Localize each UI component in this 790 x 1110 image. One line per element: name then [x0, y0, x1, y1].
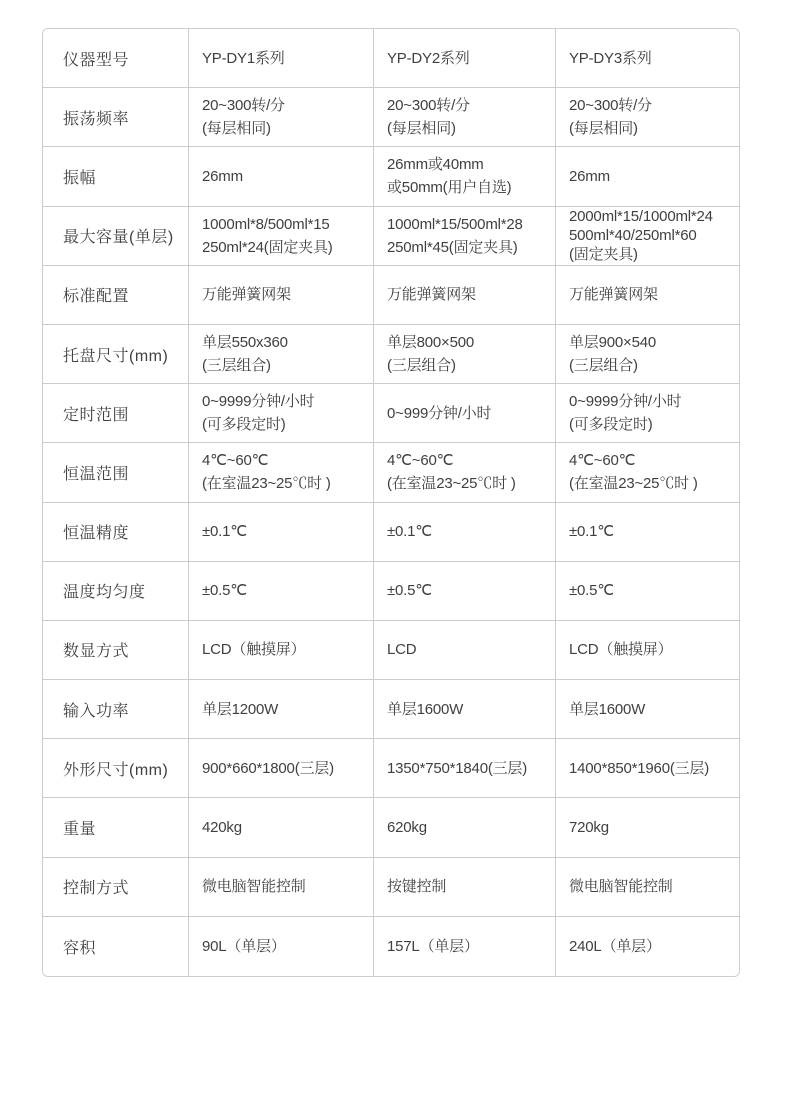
spec-label-cell: 振荡频率 — [43, 88, 189, 147]
spec-value-cell — [556, 384, 739, 443]
spec-value-line: 90L（单层） — [202, 937, 286, 955]
spec-row — [43, 443, 739, 502]
model-name-cell — [556, 29, 739, 88]
spec-value-cell — [556, 88, 739, 147]
spec-value-line: 单层800×500 — [387, 334, 475, 352]
spec-value-line: YP-DY1系列 — [202, 49, 285, 67]
spec-value-line: 单层550x360 — [202, 334, 288, 352]
spec-value-line: 26mm — [569, 167, 610, 185]
spec-value-cell — [189, 147, 374, 206]
spec-label-cell: 容积 — [43, 917, 189, 976]
spec-value-line: 1400*850*1960(三层) — [569, 759, 710, 777]
spec-value-cell — [556, 266, 739, 325]
spec-value-cell — [556, 562, 739, 621]
spec-value-line: ±0.1℃ — [202, 523, 247, 541]
spec-value-line: (在室温23~25℃时 ) — [202, 475, 331, 493]
spec-value-cell — [189, 266, 374, 325]
spec-value-line: 万能弹簧网架 — [569, 286, 658, 304]
spec-value-cell — [374, 562, 556, 621]
spec-value-line: 20~300转/分 — [202, 97, 285, 115]
spec-value-cell — [556, 147, 739, 206]
spec-value-cell — [189, 384, 374, 443]
spec-value-cell — [556, 917, 739, 976]
spec-label-cell: 振幅 — [43, 147, 189, 206]
spec-value-line: ±0.5℃ — [202, 582, 247, 600]
spec-row — [43, 325, 739, 384]
spec-header-row — [43, 29, 739, 88]
spec-value-line: 620kg — [387, 819, 427, 837]
spec-value-line: 1000ml*15/500ml*28 — [387, 215, 523, 233]
spec-value-line: 万能弹簧网架 — [387, 286, 476, 304]
spec-row — [43, 917, 739, 976]
spec-label-cell: 定时范围 — [43, 384, 189, 443]
spec-value-cell — [556, 207, 739, 266]
spec-value-line: 900*660*1800(三层) — [202, 759, 334, 777]
spec-value-line: (可多段定时) — [569, 416, 653, 434]
spec-label-cell: 温度均匀度 — [43, 562, 189, 621]
spec-value-cell — [374, 798, 556, 857]
spec-value-cell — [189, 858, 374, 917]
spec-row — [43, 503, 739, 562]
spec-value-line: 1350*750*1840(三层) — [387, 759, 528, 777]
spec-value-cell — [374, 739, 556, 798]
spec-value-line: 500ml*40/250ml*60 — [569, 227, 697, 245]
spec-row — [43, 739, 739, 798]
spec-value-line: (固定夹具) — [569, 246, 638, 264]
spec-value-cell — [374, 147, 556, 206]
spec-label-cell: 恒温精度 — [43, 503, 189, 562]
spec-value-line: 4℃~60℃ — [202, 452, 269, 470]
spec-value-line: LCD — [387, 641, 417, 659]
spec-value-line: (每层相同) — [569, 120, 638, 138]
spec-value-line: 250ml*24(固定夹具) — [202, 238, 333, 256]
spec-row — [43, 680, 739, 739]
spec-row — [43, 147, 739, 206]
spec-value-line: ±0.1℃ — [569, 523, 614, 541]
spec-value-line: 0~9999分钟/小时 — [202, 393, 315, 411]
spec-label-cell: 控制方式 — [43, 858, 189, 917]
spec-value-line: LCD（触摸屏） — [202, 641, 306, 659]
spec-value-cell — [556, 503, 739, 562]
spec-row — [43, 858, 739, 917]
spec-value-cell — [374, 325, 556, 384]
spec-value-cell — [556, 443, 739, 502]
spec-label-cell: 标准配置 — [43, 266, 189, 325]
spec-value-line: ±0.5℃ — [569, 582, 614, 600]
spec-value-line: ±0.1℃ — [387, 523, 432, 541]
spec-value-cell — [374, 443, 556, 502]
spec-value-line: (在室温23~25℃时 ) — [569, 475, 698, 493]
spec-value-cell — [556, 798, 739, 857]
spec-label-cell: 恒温范围 — [43, 443, 189, 502]
spec-value-line: (三层组合) — [202, 357, 271, 375]
spec-value-line: 单层1600W — [387, 700, 464, 718]
spec-label-cell: 输入功率 — [43, 680, 189, 739]
spec-value-cell — [556, 325, 739, 384]
spec-value-line: 420kg — [202, 819, 242, 837]
spec-label-cell: 重量 — [43, 798, 189, 857]
spec-value-line: 微电脑智能控制 — [569, 878, 673, 896]
spec-table — [42, 28, 740, 977]
spec-row — [43, 266, 739, 325]
spec-row — [43, 207, 739, 266]
spec-value-line: 240L（单层） — [569, 937, 661, 955]
spec-value-cell — [374, 858, 556, 917]
spec-value-cell — [374, 88, 556, 147]
spec-value-line: (每层相同) — [387, 120, 456, 138]
spec-value-line: LCD（触摸屏） — [569, 641, 673, 659]
spec-value-cell — [556, 621, 739, 680]
model-name-cell — [374, 29, 556, 88]
spec-value-line: 2000ml*15/1000ml*24 — [569, 208, 713, 226]
spec-value-cell — [374, 680, 556, 739]
spec-value-line: (每层相同) — [202, 120, 271, 138]
spec-value-cell — [556, 680, 739, 739]
spec-value-cell — [189, 562, 374, 621]
spec-value-cell — [374, 917, 556, 976]
spec-value-line: 或50mm(用户自选) — [387, 179, 512, 197]
spec-value-cell — [189, 621, 374, 680]
spec-value-line: 单层900×540 — [569, 334, 657, 352]
spec-row — [43, 621, 739, 680]
spec-value-cell — [189, 207, 374, 266]
spec-value-line: 26mm — [202, 167, 243, 185]
spec-label-cell: 最大容量(单层) — [43, 207, 189, 266]
spec-value-cell — [374, 266, 556, 325]
spec-value-cell — [189, 325, 374, 384]
spec-value-cell — [189, 443, 374, 502]
spec-label-cell: 数显方式 — [43, 621, 189, 680]
spec-row — [43, 384, 739, 443]
spec-value-line: (三层组合) — [569, 357, 638, 375]
spec-value-line: 1000ml*8/500ml*15 — [202, 215, 330, 233]
spec-value-cell — [374, 384, 556, 443]
spec-value-line: YP-DY2系列 — [387, 49, 470, 67]
spec-value-line: (可多段定时) — [202, 416, 286, 434]
spec-value-cell — [189, 680, 374, 739]
spec-value-line: 157L（单层） — [387, 937, 479, 955]
spec-label-cell: 托盘尺寸(mm) — [43, 325, 189, 384]
spec-value-line: 0~999分钟/小时 — [387, 404, 492, 422]
spec-value-line: 万能弹簧网架 — [202, 286, 291, 304]
spec-value-line: 按键控制 — [387, 878, 447, 896]
spec-value-cell — [374, 207, 556, 266]
spec-value-line: 20~300转/分 — [387, 97, 470, 115]
spec-label-cell: 外形尺寸(mm) — [43, 739, 189, 798]
spec-value-cell — [189, 917, 374, 976]
spec-row — [43, 798, 739, 857]
spec-value-cell — [556, 739, 739, 798]
spec-value-line: 单层1200W — [202, 700, 279, 718]
spec-value-line: (在室温23~25℃时 ) — [387, 475, 516, 493]
model-name-cell — [189, 29, 374, 88]
spec-value-line: 单层1600W — [569, 700, 646, 718]
spec-value-line: 720kg — [569, 819, 609, 837]
spec-value-line: 4℃~60℃ — [387, 452, 454, 470]
spec-value-cell — [374, 503, 556, 562]
spec-value-cell — [556, 858, 739, 917]
spec-row — [43, 88, 739, 147]
spec-label-cell: 仪器型号 — [43, 29, 189, 88]
spec-value-cell — [374, 621, 556, 680]
spec-value-line: 4℃~60℃ — [569, 452, 636, 470]
spec-value-line: ±0.5℃ — [387, 582, 432, 600]
spec-value-line: (三层组合) — [387, 357, 456, 375]
spec-value-line: 26mm或40mm — [387, 156, 484, 174]
spec-value-line: YP-DY3系列 — [569, 49, 652, 67]
spec-value-line: 20~300转/分 — [569, 97, 652, 115]
spec-value-cell — [189, 503, 374, 562]
spec-row — [43, 562, 739, 621]
spec-value-line: 微电脑智能控制 — [202, 878, 306, 896]
spec-value-line: 250ml*45(固定夹具) — [387, 238, 518, 256]
spec-value-cell — [189, 739, 374, 798]
spec-value-cell — [189, 798, 374, 857]
spec-value-line: 0~9999分钟/小时 — [569, 393, 682, 411]
spec-value-cell — [189, 88, 374, 147]
